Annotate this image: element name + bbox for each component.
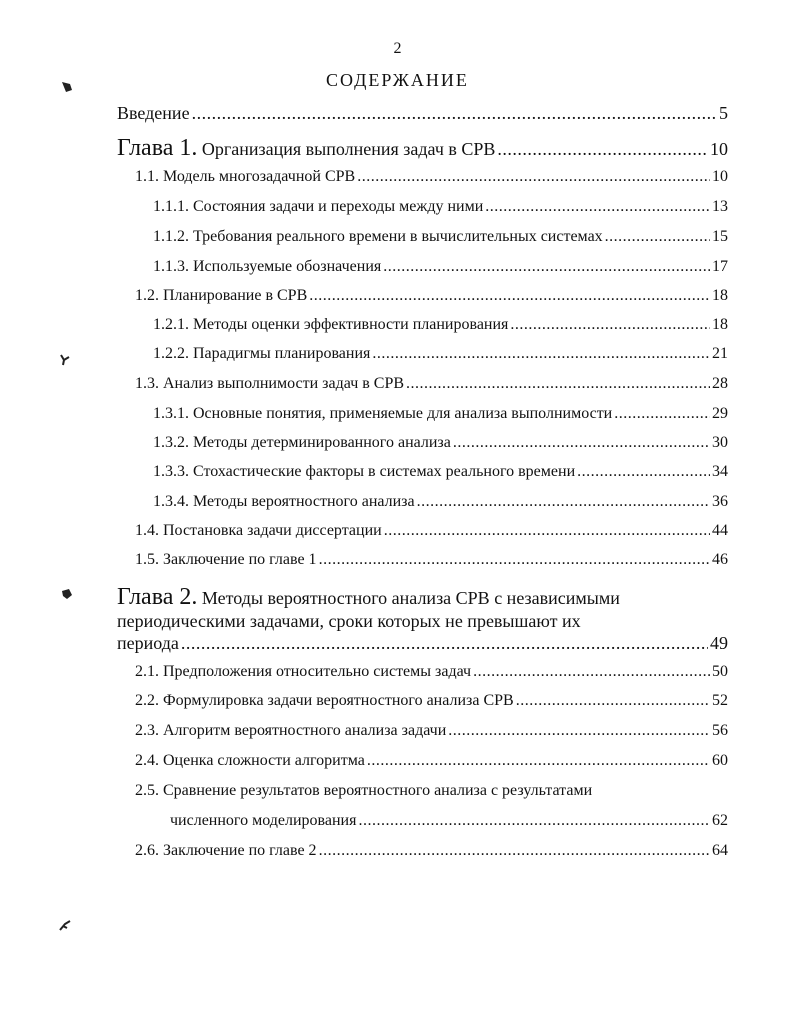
scan-mark-icon <box>58 918 72 932</box>
dot-leader <box>181 633 708 654</box>
dot-leader <box>453 434 710 452</box>
toc-entry-2-3: 2.3. Алгоритм вероятностного анализа задачи ..... 56 <box>135 722 728 740</box>
toc-entry-1-3-3: 1.3.3. Стохастические факторы в системах реального времени ..... 34 <box>153 463 728 481</box>
toc-page: 10 <box>710 139 728 159</box>
toc-entry-1-3-2: 1.3.2. Методы детерминированного анализа ..... 30 <box>153 434 728 452</box>
dot-leader <box>448 722 710 740</box>
toc-entry-intro <box>117 103 728 124</box>
dot-leader <box>383 258 710 276</box>
dot-leader <box>357 168 710 186</box>
toc-page: 5 <box>719 103 728 123</box>
dot-leader <box>417 493 710 511</box>
dot-leader <box>497 139 708 160</box>
chapter-prefix: Глава 1. <box>117 135 198 161</box>
chapter-prefix: Глава 2. <box>117 584 198 610</box>
toc-entry-1-2: 1.2. Планирование в СРВ ..... 18 <box>135 287 728 305</box>
toc-entry-1-3-1: 1.3.1. Основные понятия, применяемые для анализа выполнимости ..... 29 <box>153 405 728 423</box>
dot-leader <box>614 405 710 423</box>
toc-chapter-1 <box>117 135 728 162</box>
toc-entry-1-1-3: 1.1.3. Используемые обозначения ..... 17 <box>153 258 728 276</box>
page-title: СОДЕРЖАНИЕ <box>326 70 469 90</box>
dot-leader <box>605 228 710 246</box>
toc-chapter-2-line3: периода ..... 49 <box>117 633 728 654</box>
toc-entry-1-5: 1.5. Заключение по главе 1 ..... 46 <box>135 551 728 569</box>
toc-chapter-2-line1 <box>117 584 728 611</box>
toc-entry-2-4: 2.4. Оценка сложности алгоритма ..... 60 <box>135 752 728 770</box>
scan-mark-icon <box>58 352 72 366</box>
dot-leader <box>192 103 717 124</box>
toc-entry-2-5-line2: численного моделирования ..... 62 <box>170 812 728 830</box>
dot-leader <box>367 752 710 770</box>
dot-leader <box>406 375 710 393</box>
toc-entry-1-1-2: 1.1.2. Требования реального времени в вычислительных системах ..... 15 <box>153 228 728 246</box>
toc-label: Введение <box>117 103 190 123</box>
toc-entry-1-2-1: 1.2.1. Методы оценки эффективности планирования ..... 18 <box>153 316 728 334</box>
dot-leader <box>319 551 710 569</box>
toc-page: 49 <box>710 633 728 653</box>
chapter-title: Организация выполнения задач в СРВ <box>201 139 496 159</box>
toc-entry-2-5-line1: 2.5. Сравнение результатов вероятностного анализа с результатами <box>135 782 593 799</box>
toc-entry-1-3-4: 1.3.4. Методы вероятностного анализа ..... 36 <box>153 493 728 511</box>
toc-entry-1-1: 1.1. Модель многозадачной СРВ ..... 10 <box>135 168 728 186</box>
dot-leader <box>473 663 710 681</box>
dot-leader <box>309 287 710 305</box>
toc-entry-2-1: 2.1. Предположения относительно системы задач ..... 50 <box>135 663 728 681</box>
dot-leader <box>577 463 710 481</box>
dot-leader <box>510 316 710 334</box>
page-number: 2 <box>393 40 402 57</box>
toc-entry-1-2-2: 1.2.2. Парадигмы планирования ..... 21 <box>153 345 728 363</box>
dot-leader <box>358 812 710 830</box>
scan-mark-icon <box>60 588 74 602</box>
toc-entry-2-2: 2.2. Формулировка задачи вероятностного анализа СРВ ..... 52 <box>135 692 728 710</box>
scan-mark-icon <box>60 80 74 94</box>
toc-entry-2-6: 2.6. Заключение по главе 2 ..... 64 <box>135 842 728 860</box>
toc-entry-1-1-1: 1.1.1. Состояния задачи и переходы между ними ..... 13 <box>153 198 728 216</box>
toc-entry-1-3: 1.3. Анализ выполнимости задач в СРВ ..... 28 <box>135 375 728 393</box>
chapter-title-line1: Методы вероятностного анализа СРВ с независимыми <box>201 588 620 608</box>
toc-entry-1-4: 1.4. Постановка задачи диссертации ..... 44 <box>135 522 728 540</box>
dot-leader <box>384 522 710 540</box>
dot-leader <box>485 198 710 216</box>
dot-leader <box>516 692 710 710</box>
toc-chapter-2-line2: периодическими задачами, сроки которых не превышают их <box>117 611 581 631</box>
dot-leader <box>372 345 710 363</box>
dot-leader <box>319 842 710 860</box>
